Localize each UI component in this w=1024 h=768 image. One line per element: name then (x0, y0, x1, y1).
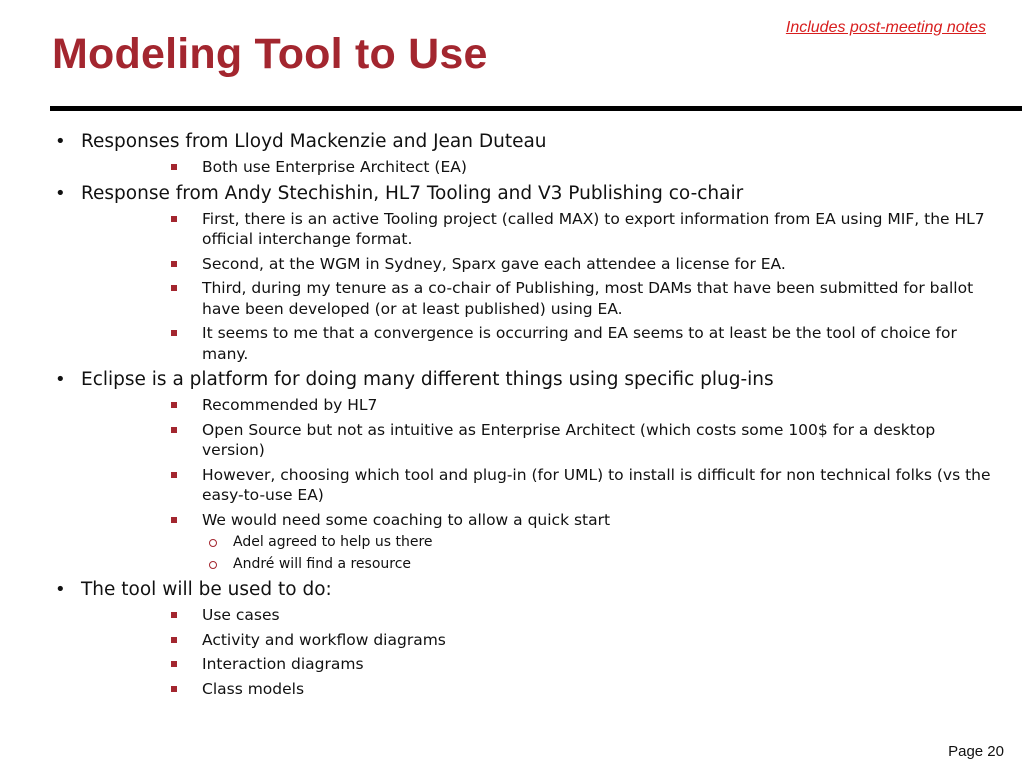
bullet-list (0, 130, 994, 699)
square-bullet-icon (171, 261, 177, 267)
sub-list (81, 157, 994, 178)
sub-bullet (81, 654, 994, 675)
sub-bullet-text: We would need some coaching to allow a quick start (202, 510, 611, 529)
bullet-response-andy (0, 182, 994, 365)
sub-bullet-text: Interaction diagrams (202, 655, 364, 673)
bullet-icon: • (55, 369, 66, 390)
bullet-eclipse (0, 368, 994, 574)
sub-bullet (81, 510, 994, 575)
sub-bullet-text: Third, during my tenure as a co-chair of Publishing, most DAMs that have been submitted for ballot have been developed (or at least published) using EA. (202, 279, 974, 318)
square-bullet-icon (171, 637, 177, 643)
sub-bullet-text: Open Source but not as intuitive as Enterprise Architect (which costs some 100$ for a desktop version) (202, 420, 936, 459)
sub-bullet-text: Use cases (202, 606, 280, 624)
bullet-text: Responses from Lloyd Mackenzie and Jean Duteau (81, 131, 547, 152)
bullet-text: Eclipse is a platform for doing many different things using specific plug-ins (81, 369, 774, 390)
slide-title: Modeling Tool to Use (52, 30, 488, 78)
bullet-icon: • (55, 182, 66, 204)
sub-sub-list (202, 533, 994, 574)
circle-bullet-icon (209, 539, 217, 547)
sub-sub-bullet (81, 533, 994, 552)
sub-bullet-text: Activity and workflow diagrams (202, 630, 446, 649)
square-bullet-icon (171, 472, 177, 478)
sub-bullet (81, 395, 994, 416)
square-bullet-icon (171, 612, 177, 618)
bullet-icon: • (55, 131, 66, 152)
sub-bullet (81, 605, 994, 626)
sub-list (81, 605, 994, 699)
bullet-responses-lloyd-jean (0, 130, 994, 178)
sub-bullet (81, 209, 994, 250)
square-bullet-icon (171, 661, 177, 667)
sub-bullet-text: It seems to me that a convergence is occurring and EA seems to at least be the tool of choice for many. (202, 324, 957, 363)
sub-list (81, 209, 994, 365)
sub-sub-bullet-text: André will find a resource (233, 556, 412, 572)
square-bullet-icon (171, 164, 177, 170)
sub-bullet-text: However, choosing which tool and plug-in (for UML) to install is difficult for non technical folks (vs the easy-to-use EA) (202, 465, 991, 504)
post-meeting-note: Includes post-meeting notes (785, 19, 986, 36)
sub-bullet (81, 679, 994, 700)
title-divider (50, 106, 1022, 111)
sub-bullet-text: Both use Enterprise Architect (EA) (202, 158, 467, 176)
sub-bullet-text: Second, at the WGM in Sydney, Sparx gave each attendee a license for EA. (202, 254, 786, 273)
sub-bullet (81, 254, 994, 275)
sub-bullet (81, 278, 994, 319)
sub-bullet-text: Recommended by HL7 (202, 396, 378, 414)
sub-sub-bullet-text: Adel agreed to help us there (233, 534, 433, 550)
bullet-tool-usage (0, 578, 994, 699)
sub-bullet-text: Class models (202, 679, 305, 698)
square-bullet-icon (171, 216, 177, 222)
square-bullet-icon (171, 427, 177, 433)
sub-sub-bullet (81, 555, 994, 574)
square-bullet-icon (171, 330, 177, 336)
sub-bullet (81, 323, 994, 364)
square-bullet-icon (171, 285, 177, 291)
slide-body (0, 130, 994, 703)
square-bullet-icon (171, 402, 177, 408)
sub-bullet (81, 630, 994, 651)
circle-bullet-icon (209, 561, 217, 569)
sub-bullet (81, 420, 994, 461)
sub-bullet-text: First, there is an active Tooling project (called MAX) to export information from EA using MIF, the HL7 official interchange format. (202, 209, 985, 248)
bullet-icon: • (55, 579, 66, 600)
square-bullet-icon (171, 517, 177, 523)
sub-list (81, 395, 994, 574)
square-bullet-icon (171, 686, 177, 692)
page-number: Page 20 (948, 743, 1004, 760)
bullet-text: Response from Andy Stechishin, HL7 Tooling and V3 Publishing co-chair (81, 182, 744, 204)
bullet-text: The tool will be used to do: (81, 579, 332, 600)
sub-bullet (81, 465, 994, 506)
sub-bullet (81, 157, 994, 178)
